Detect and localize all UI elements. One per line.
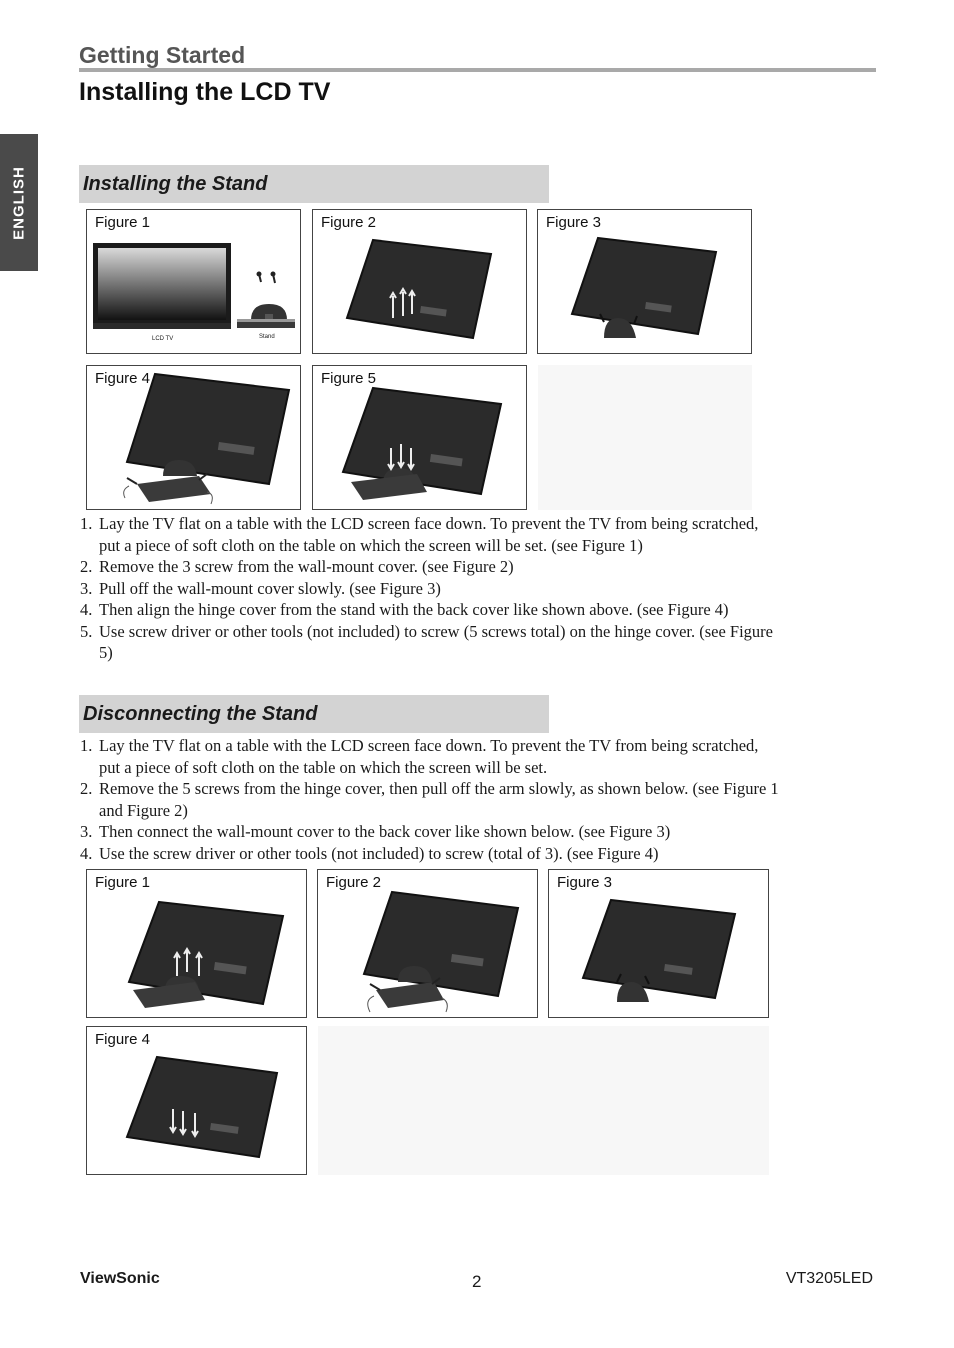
disconnect-figure-2 <box>317 869 538 1018</box>
header-rule <box>79 68 876 72</box>
pull-arm-illustration <box>318 870 538 1018</box>
section-label: Getting Started <box>79 42 246 68</box>
figure-grid-empty-cell <box>318 1026 769 1175</box>
stand-caption: Stand <box>259 334 275 340</box>
hinge-align-illustration <box>87 366 301 510</box>
install-figure-1 <box>86 209 301 354</box>
footer-brand: ViewSonic <box>80 1270 160 1287</box>
attach-wall-mount-cover-illustration <box>549 870 769 1018</box>
figure-label: Figure 1 <box>95 874 151 891</box>
list-item: 2. Remove the 5 screws from the hinge cover, then pull off the arm slowly, as shown below. (see Figure 1 and Figure 2) <box>80 779 779 820</box>
figure-label: Figure 3 <box>557 874 613 891</box>
list-item: 5. Use screw driver or other tools (not included) to screw (5 screws total) on the hinge cover. (see Figure 5) <box>80 621 774 662</box>
language-tab <box>0 134 38 271</box>
list-item: 1. Lay the TV flat on a table with the LCD screen face down. To prevent the TV from being scratched, put a piece of soft cloth on the table on which the screen will be set. <box>80 736 759 777</box>
figure-label: Figure 4 <box>95 1031 151 1048</box>
figure-grid-empty-cell <box>538 365 752 510</box>
screw-wall-mount-cover-illustration <box>87 1027 307 1175</box>
tv-back-cover-illustration <box>538 210 752 354</box>
list-item: 3. Pull off the wall-mount cover slowly. (see Figure 3) <box>80 578 441 598</box>
tv-caption: LCD TV <box>152 336 174 342</box>
figure-label: Figure 2 <box>326 874 382 891</box>
disconnect-figure-4 <box>86 1026 307 1175</box>
disconnect-figure-3 <box>548 869 769 1018</box>
page-number: 2 <box>472 1272 482 1291</box>
installing-stand-heading: Installing the Stand <box>79 165 549 203</box>
list-item: 4. Then align the hinge cover from the stand with the back cover like shown above. (see Figure 4) <box>80 600 729 619</box>
tv-and-stand-illustration <box>87 210 301 354</box>
disconnecting-steps-list <box>80 735 780 864</box>
install-figure-4 <box>86 365 301 510</box>
hinge-screws-illustration <box>313 366 527 510</box>
install-figure-2 <box>312 209 527 354</box>
language-tab-label: ENGLISH <box>10 165 28 240</box>
list-item: 1. Lay the TV flat on a table with the LCD screen face down. To prevent the TV from being scratched, put a piece of soft cloth on the table on which the screen will be set. (see Figure 1) <box>80 514 759 555</box>
figure-label: Figure 5 <box>321 370 377 387</box>
figure-label: Figure 2 <box>321 214 377 231</box>
list-item: 4. Use the screw driver or other tools (not included) to screw (total of 3). (see Figure 4) <box>80 843 659 863</box>
remove-hinge-screws-illustration <box>87 870 307 1018</box>
disconnect-figure-1 <box>86 869 307 1018</box>
install-figure-5 <box>312 365 527 510</box>
figure-label: Figure 3 <box>546 214 602 231</box>
install-figure-3 <box>537 209 752 354</box>
disconnecting-stand-heading: Disconnecting the Stand <box>79 695 549 733</box>
figure-label: Figure 1 <box>95 214 151 231</box>
list-item: 2. Remove the 3 screw from the wall-mount cover. (see Figure 2) <box>80 557 514 576</box>
figure-label: Figure 4 <box>95 370 151 387</box>
tv-back-screws-illustration <box>313 210 527 354</box>
installing-steps-list <box>80 513 780 664</box>
list-item: 3. Then connect the wall-mount cover to the back cover like shown below. (see Figure 3) <box>80 822 671 841</box>
footer-model: VT3205LED <box>785 1270 873 1287</box>
page-title: Installing the LCD TV <box>79 78 331 106</box>
